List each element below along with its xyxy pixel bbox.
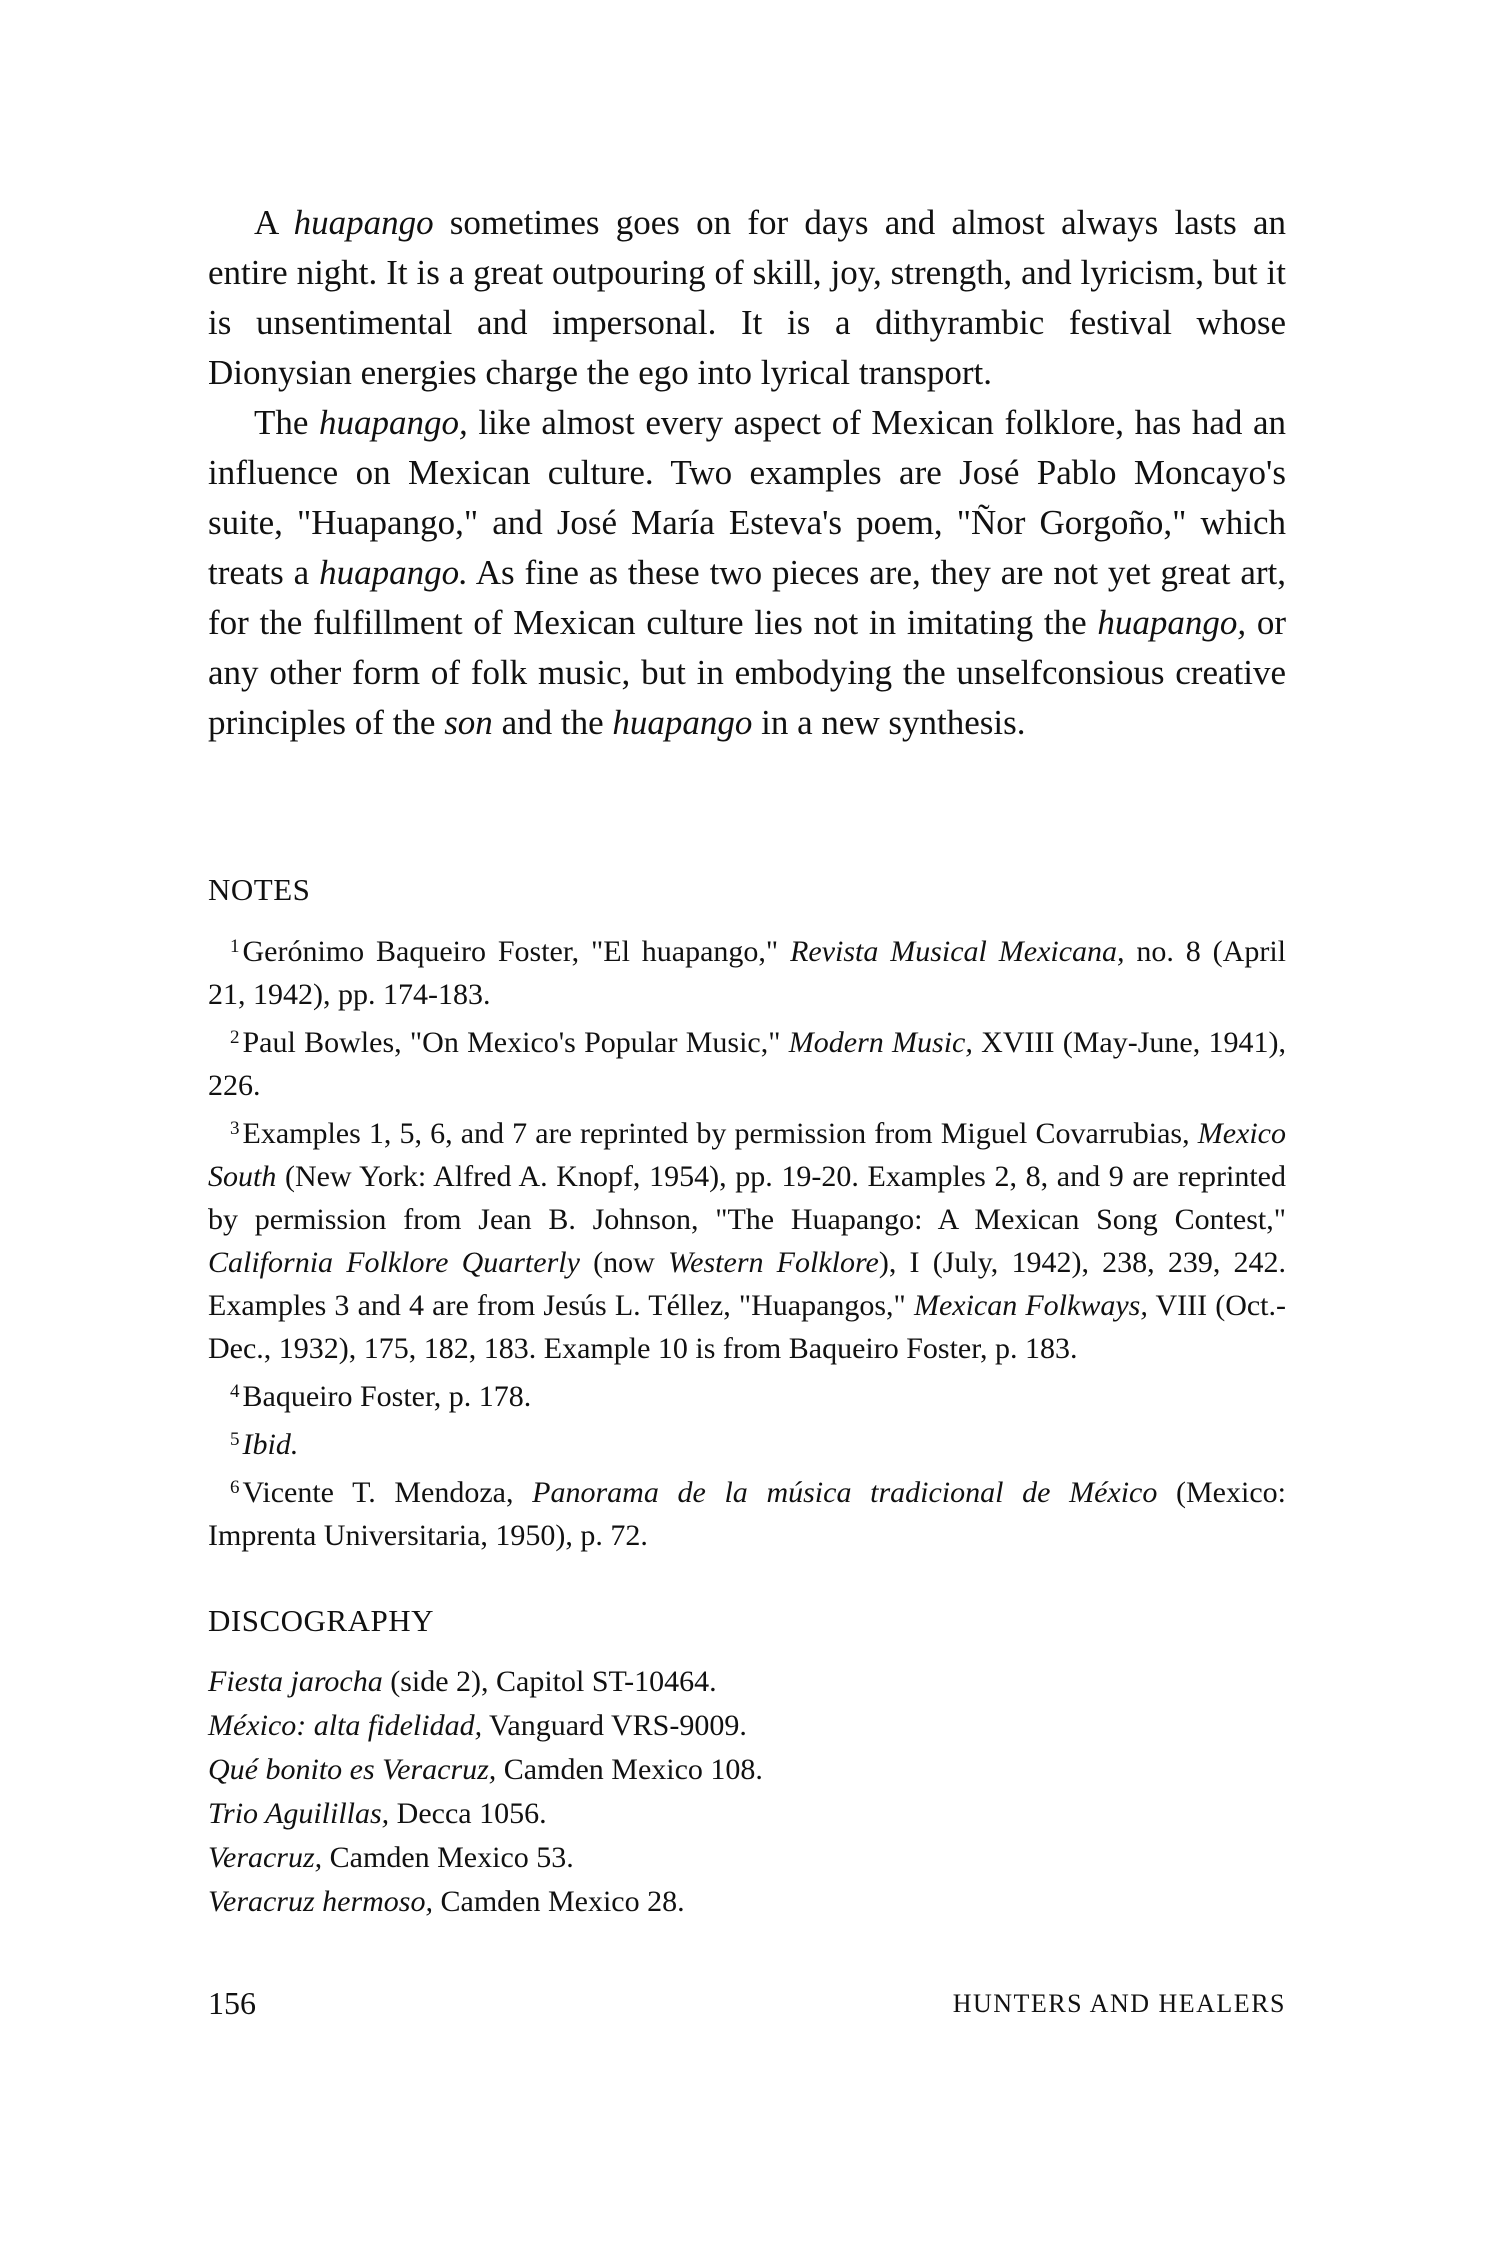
discography-item xyxy=(208,1880,1286,1924)
page-number: 156 xyxy=(208,1985,256,2021)
album-label: Camden Mexico 53. xyxy=(322,1841,574,1874)
body-paragraph-1: A huapango sometimes goes on for days and almost always lasts an entire night. It is a great outpouring of skill, joy, strength, and lyricism, but it is unsentimental and impersonal. It is a dithyrambic festival whose Dionysian energies charge the ego into lyrical transport. xyxy=(208,203,1286,392)
discography-item xyxy=(208,1792,1286,1836)
footnote-number: 5 xyxy=(230,1429,240,1450)
note-5: $^5$ Ibid. xyxy=(230,1428,299,1461)
discography-list xyxy=(208,1660,1286,1924)
footnote-number: 1 xyxy=(230,936,240,957)
discography-heading: DISCOGRAPHY xyxy=(208,1603,434,1638)
discography-item xyxy=(208,1704,1286,1748)
album-title: Veracruz, xyxy=(208,1841,323,1874)
note-2: $^2$ Paul Bowles, "On Mexico's Popular Music," Modern Music, XVIII (May-June, 1941), 226. xyxy=(208,1026,1286,1102)
album-label: Decca 1056. xyxy=(389,1797,547,1830)
footnote-number: 4 xyxy=(230,1381,240,1402)
note-4: $^4$ Baqueiro Foster, p. 178. xyxy=(230,1380,532,1413)
body-text xyxy=(208,198,1286,748)
album-title: Veracruz hermoso, xyxy=(208,1885,433,1918)
discography-item xyxy=(208,1836,1286,1880)
footnote-number: 2 xyxy=(230,1027,240,1048)
notes-heading: NOTES xyxy=(208,872,311,907)
note-6: $^6$ Vicente T. Mendoza, Panorama de la música tradicional de México (Mexico: Imprenta Universitaria, 1950), p. 72. xyxy=(208,1476,1286,1552)
album-label: Vanguard VRS-9009. xyxy=(482,1709,747,1742)
discography-item xyxy=(208,1748,1286,1792)
album-label: (side 2), Capitol ST-10464. xyxy=(382,1665,717,1698)
notes-list xyxy=(208,925,1286,1557)
note-1: $^1$ Gerónimo Baqueiro Foster, "El huapango," Revista Musical Mexicana, no. 8 (April 21, 1942), pp. 174-183. xyxy=(208,935,1286,1011)
running-head: HUNTERS AND HEALERS xyxy=(952,1989,1286,2018)
footnote-number: 3 xyxy=(230,1118,240,1139)
discography-item xyxy=(208,1660,1286,1704)
album-label: Camden Mexico 108. xyxy=(496,1753,763,1786)
album-title: Trio Aguilillas, xyxy=(208,1797,390,1830)
note-3: $^3$ Examples 1, 5, 6, and 7 are reprinted by permission from Miguel Covarrubias, Mexico South (New York: Alfred A. Knopf, 1954), pp. 19-20. Examples 2, 8, and 9 are reprinted by permission from Jean B. Johnson, "The Huapango: A Mexican Song Contest," California Folklore Quarterly (now Western Folklore), I (July, 1942), 238, 239, 242. Examples 3 and 4 are from Jesús L. Téllez, "Huapangos," Mexican Folkways, VIII (Oct.-Dec., 1932), 175, 182, 183. Example 10 is from Baqueiro Foster, p. 183. xyxy=(208,1117,1287,1365)
body-paragraph-2: The huapango, like almost every aspect of Mexican folklore, has had an influence on Mexican culture. Two examples are José Pablo Moncayo's suite, "Huapango," and José María Esteva's poem, "Ñor Gorgoño," which treats a huapango. As fine as these two pieces are, they are not yet great art, for the fulfillment of Mexican culture lies not in imitating the huapango, or any other form of folk music, but in embodying the unselfconsious creative principles of the son and the huapango in a new synthesis. xyxy=(208,403,1287,742)
footnote-number: 6 xyxy=(230,1477,240,1498)
album-label: Camden Mexico 28. xyxy=(433,1885,685,1918)
album-title: México: alta fidelidad, xyxy=(208,1709,483,1742)
album-title: Fiesta jarocha xyxy=(208,1665,383,1698)
album-title: Qué bonito es Veracruz, xyxy=(208,1753,497,1786)
